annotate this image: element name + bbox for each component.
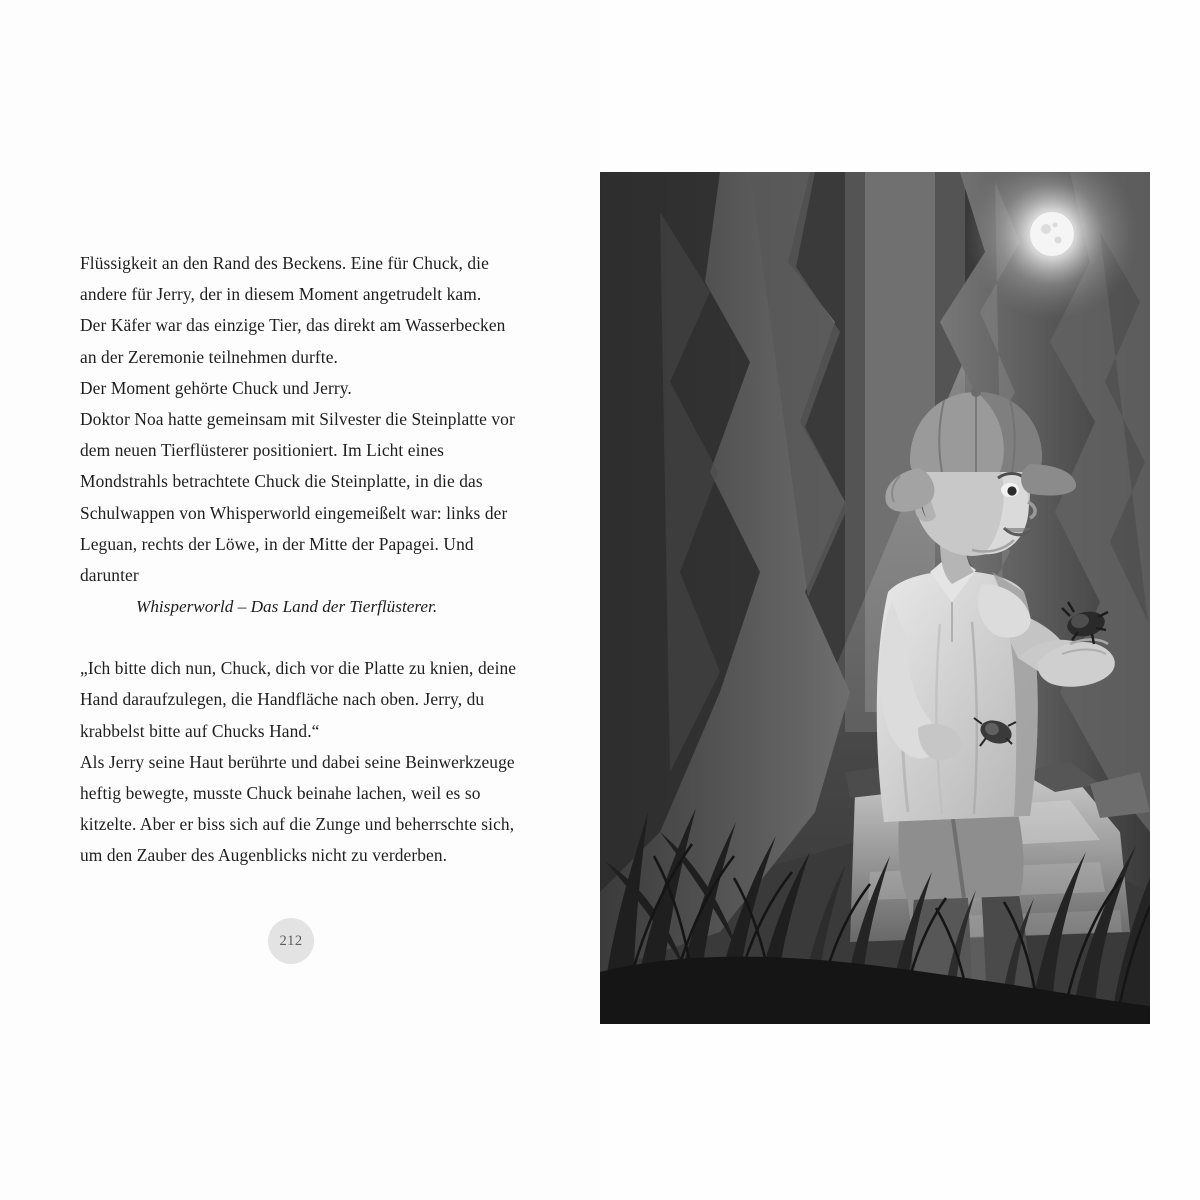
body-text-column — [80, 248, 520, 872]
page-number: 212 — [279, 932, 303, 949]
paragraph-5: „Ich bitte dich nun, Chuck, dich vor die Platte zu knien, deine Hand daraufzulegen, die Handfläche nach oben. Jerry, du krabbelst bitte auf Chucks Hand.“ — [80, 658, 517, 741]
boy-with-beetle-illustration — [600, 172, 1150, 1024]
right-page — [600, 0, 1200, 1200]
paragraph-3: Der Moment gehörte Chuck und Jerry. — [80, 377, 352, 398]
page-number-badge — [268, 918, 314, 964]
paragraph-1: Flüssigkeit an den Rand des Beckens. Eine für Chuck, die andere für Jerry, der in diesem Moment angetrudelt kam. — [80, 253, 489, 305]
illustration-frame — [600, 172, 1150, 1024]
paragraph-6: Als Jerry seine Haut berührte und dabei seine Beinwerkzeuge heftig bewegte, musste Chuck beinahe lachen, weil es so kitzelte. Aber er biss sich auf die Zunge und beherrschte sich, um den Zauber des Augenblicks nicht zu verderben. — [80, 751, 515, 866]
school-motto-line: Whisperworld – Das Land der Tierflüsterer. — [136, 597, 438, 617]
paragraph-2: Der Käfer war das einzige Tier, das direkt am Wasserbecken an der Zeremonie teilnehmen durfte. — [80, 315, 506, 367]
paragraph-4: Doktor Noa hatte gemeinsam mit Silvester die Steinplatte vor dem neuen Tierflüsterer positioniert. Im Licht eines Mondstrahls betrachtete Chuck die Steinplatte, in die das Schulwappen von Whisperworld eingemeißelt war: links der Leguan, rechts der Löwe, in der Mitte der Papagei. Und darunter — [80, 409, 515, 586]
